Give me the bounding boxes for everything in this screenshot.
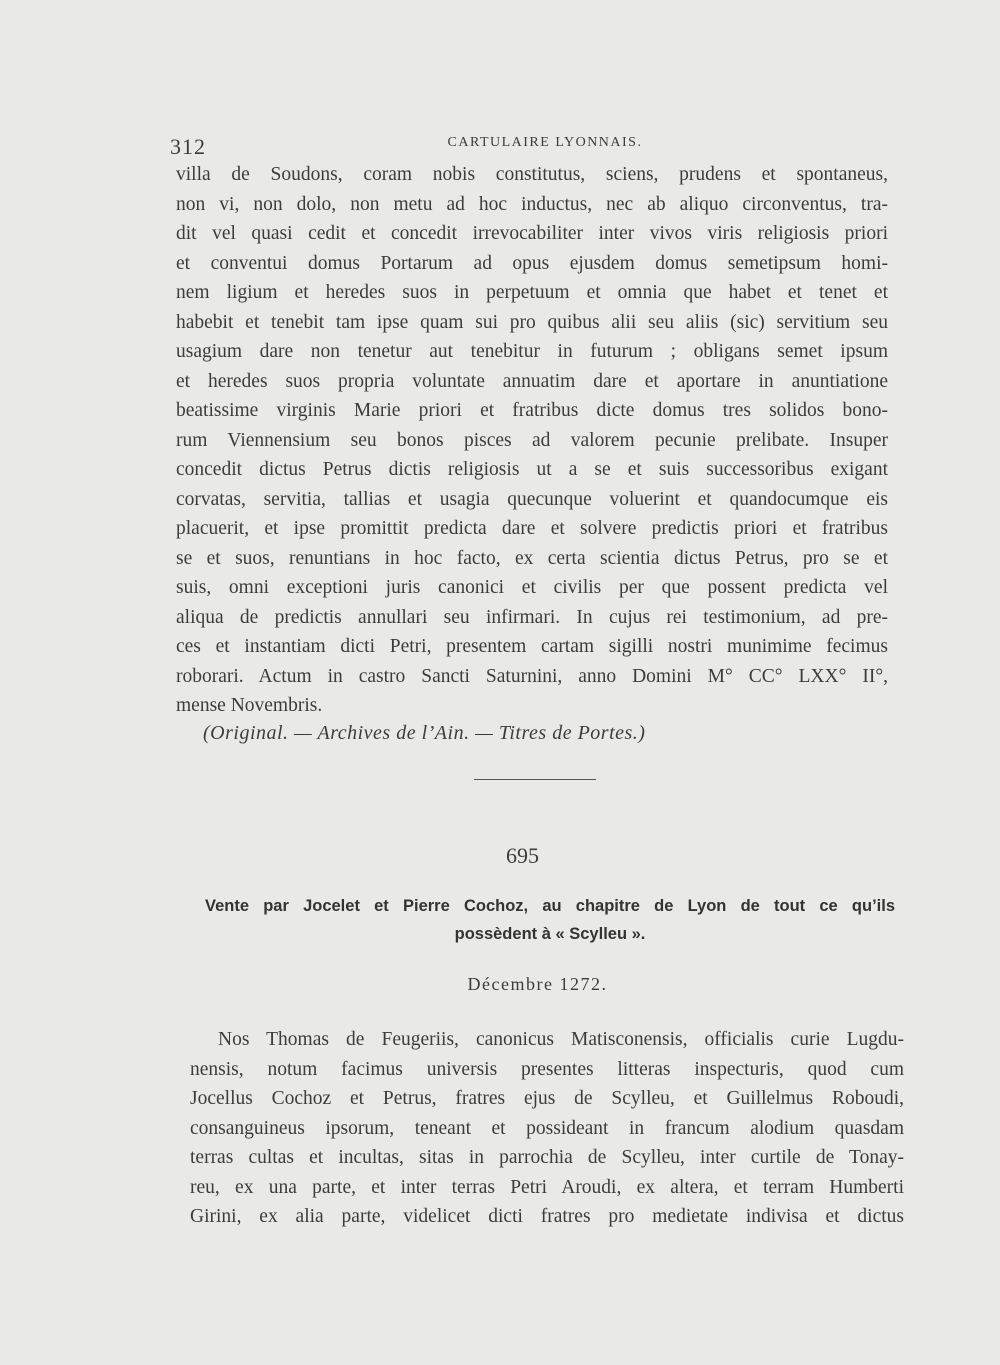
charter-title — [205, 892, 895, 948]
text-line: nensis, notum facimus universis presentes litteras inspecturis, quod cum — [190, 1058, 904, 1080]
section-divider — [474, 779, 596, 780]
text-line: nem ligium et heredes suos in perpetuum et omnia que habet et tenet et — [176, 282, 888, 303]
charter-695-text — [190, 1025, 904, 1232]
source-note: (Original. — Archives de l’Ain. — Titres de Portes.) — [203, 722, 646, 744]
charter-date: Décembre 1272. — [467, 974, 608, 994]
running-title: CARTULAIRE LYONNAIS. — [447, 135, 643, 150]
text-line: usagium dare non tenetur aut tenebitur in futurum ; obligans semet ipsum — [176, 341, 888, 362]
text-line: et heredes suos propria voluntate annuatim dare et aportare in anuntiatione — [176, 370, 888, 392]
text-line: corvatas, servitia, tallias et usagia quecunque voluerint et quandocumque eis — [176, 488, 888, 510]
page-number: 312 — [170, 134, 206, 159]
text-line: roborari. Actum in castro Sancti Saturnini, anno Domini M° CC° LXX° II°, — [176, 665, 888, 687]
text-line: villa de Soudons, coram nobis constitutus, sciens, prudens et spontaneus, — [176, 164, 888, 185]
text-line: reu, ex una parte, et inter terras Petri Aroudi, ex altera, et terram Humberti — [190, 1176, 904, 1198]
text-line: ces et instantiam dicti Petri, presentem cartam sigilli nostri munimime fecimus — [176, 636, 888, 657]
charter-title-line: possèdent à « Scylleu ». — [454, 925, 646, 943]
text-line: suis, omni exceptioni juris canonici et civilis per que possent predicta vel — [176, 577, 888, 598]
text-line: non vi, non dolo, non metu ad hoc inductus, nec ab aliquo circonventus, tra- — [176, 193, 888, 215]
text-line: habebit et tenebit tam ipse quam sui pro quibus alii seu aliis (sic) servitium seu — [176, 311, 888, 333]
charter-title-line: Vente par Jocelet et Pierre Cochoz, au chapitre de Lyon de tout ce qu’ils — [205, 897, 895, 915]
text-line: consanguineus ipsorum, teneant et possideant in francum alodium quasdam — [190, 1117, 904, 1139]
text-line: Nos Thomas de Feugeriis, canonicus Matisconensis, officialis curie Lugdu- — [218, 1029, 904, 1050]
text-line: placuerit, et ipse promittit predicta dare et solvere predictis priori et fratribus — [176, 518, 888, 539]
text-line: mense Novembris. — [176, 695, 323, 716]
text-line: beatissime virginis Marie priori et fratribus dicte domus tres solidos bono- — [176, 400, 888, 421]
text-line: et conventui domus Portarum ad opus ejusdem domus semetipsum homi- — [176, 252, 888, 274]
page-header — [170, 130, 890, 160]
text-line: se et suos, renuntians in hoc facto, ex certa scientia dictus Petrus, pro se et — [176, 547, 888, 569]
text-line: Girini, ex alia parte, videlicet dicti fratres pro medietate indivisa et dictus — [190, 1206, 904, 1227]
charter-number: 695 — [506, 843, 539, 868]
text-line: dit vel quasi cedit et concedit irrevocabiliter inter vivos viris religiosis priori — [176, 223, 888, 244]
charter-694-text — [176, 160, 888, 721]
text-line: aliqua de predictis annullari seu infirmari. In cujus rei testimonium, ad pre- — [176, 606, 888, 628]
text-line: concedit dictus Petrus dictis religiosis ut a se et suis successoribus exigant — [176, 459, 888, 480]
text-line: terras cultas et incultas, sitas in parrochia de Scylleu, inter curtile de Tonay- — [190, 1147, 904, 1168]
text-line: Jocellus Cochoz et Petrus, fratres ejus de Scylleu, et Guillelmus Roboudi, — [190, 1088, 904, 1109]
text-line: rum Viennensium seu bonos pisces ad valorem pecunie prelibate. Insuper — [176, 429, 888, 451]
